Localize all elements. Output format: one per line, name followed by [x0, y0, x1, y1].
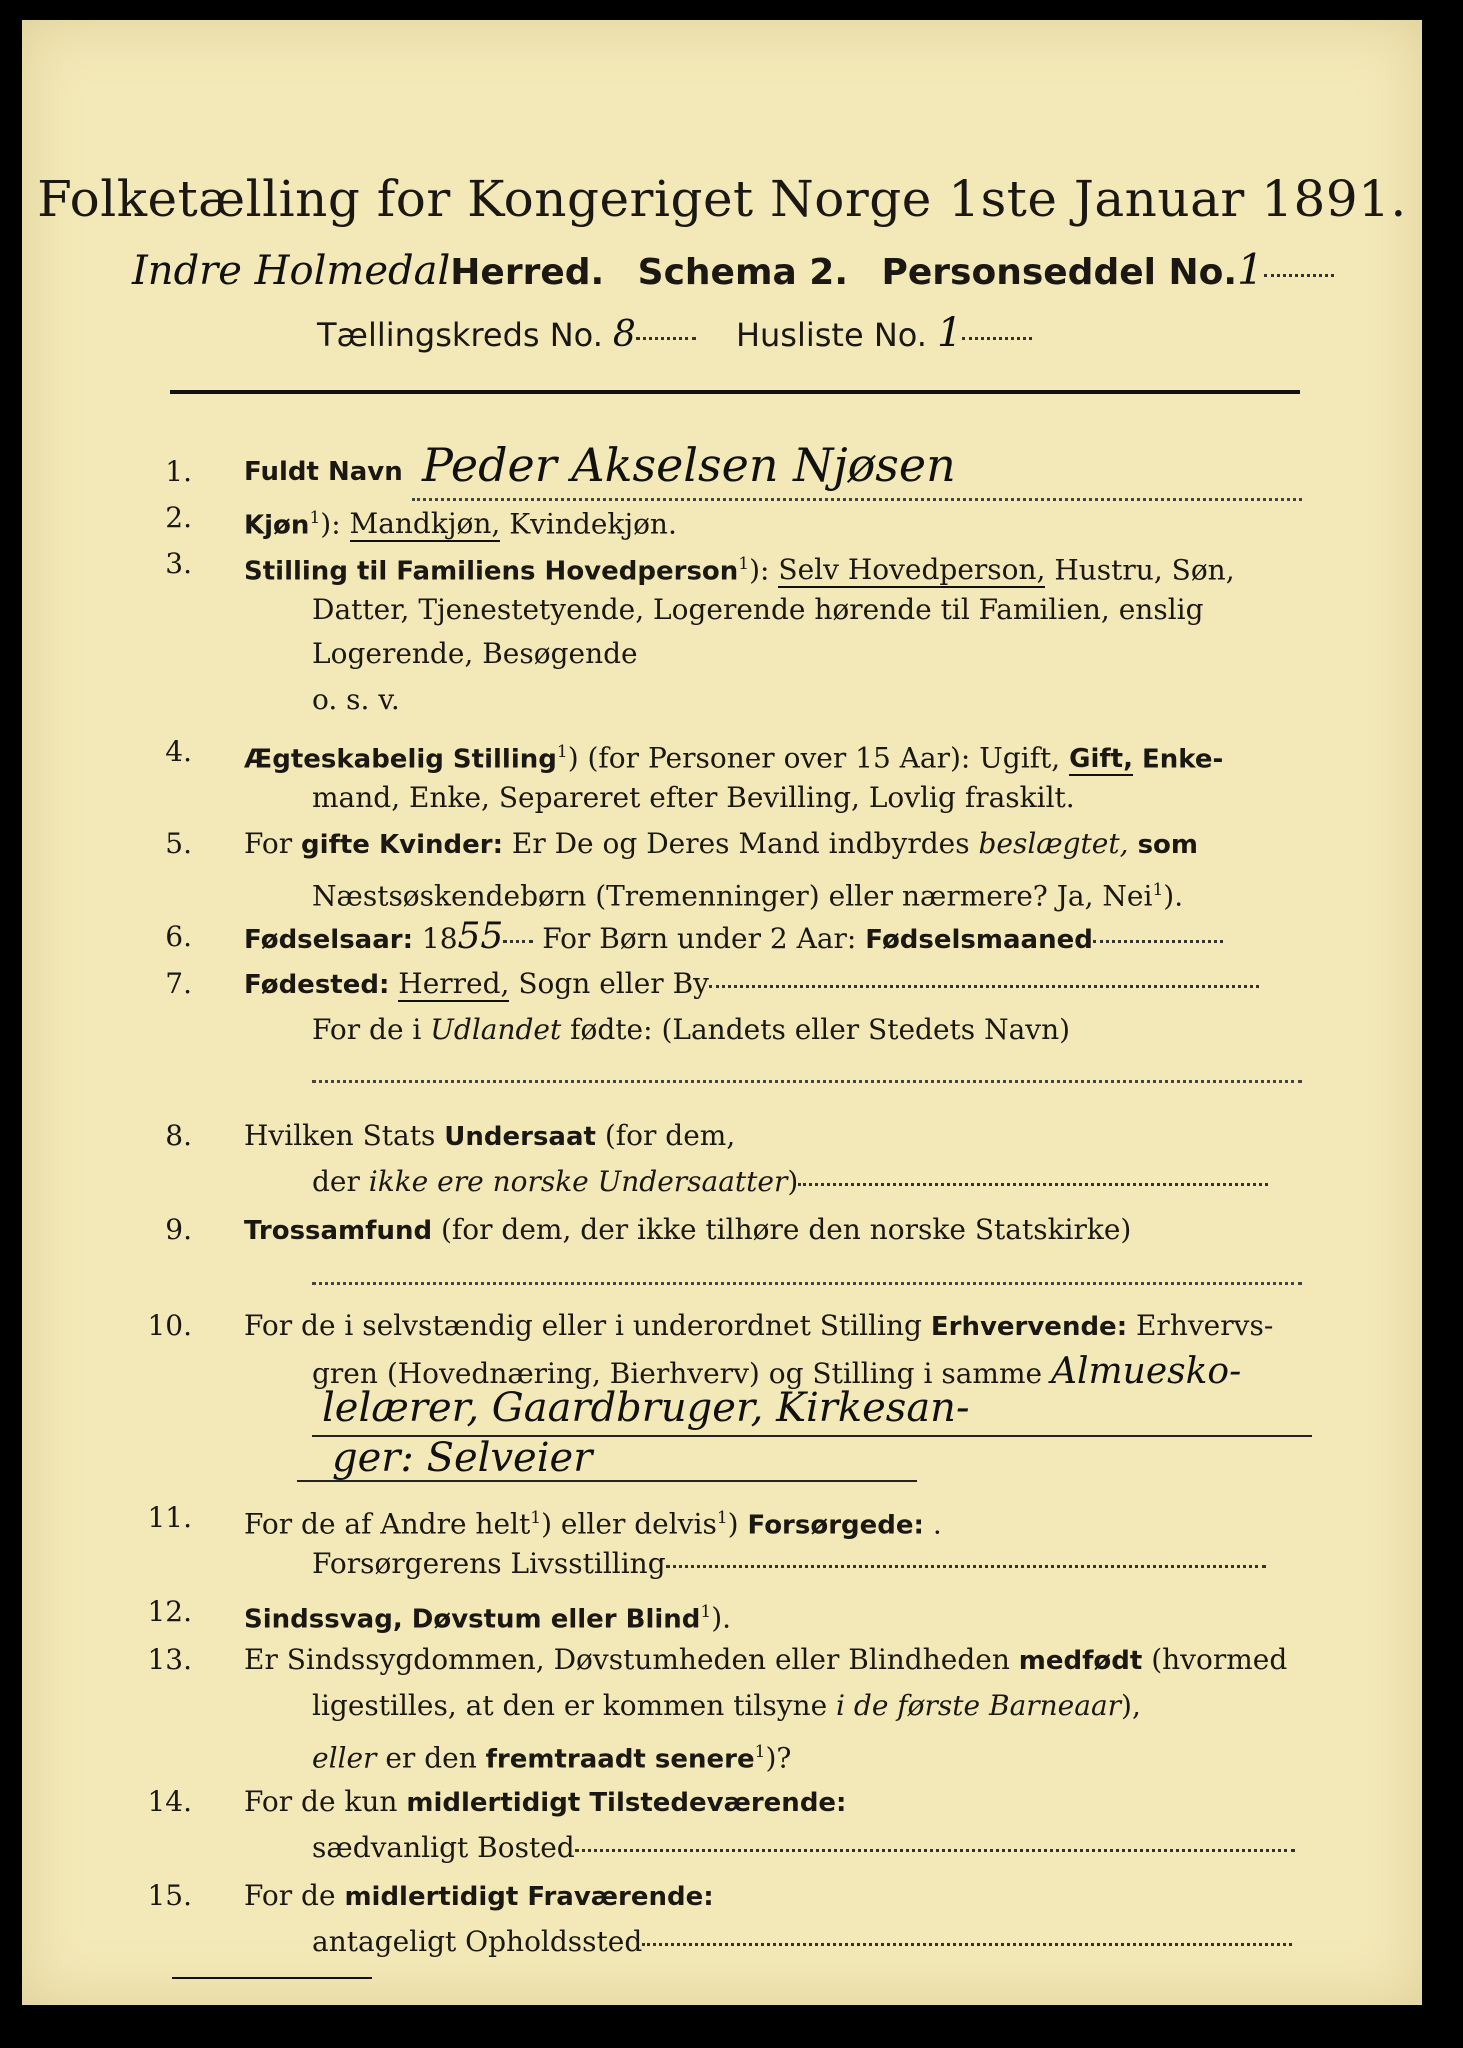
q9-line: [244, 1208, 1131, 1253]
q3-option-selv: Selv Hovedperson,: [778, 553, 1046, 587]
q3-number: 3.: [165, 547, 192, 580]
q12-sup: 1: [700, 1602, 712, 1622]
q7-label: Fødested:: [244, 970, 390, 1000]
q7-line2-c: fødte: (Landets eller Stedets Navn): [561, 1013, 1071, 1046]
q11-sup-a: 1: [530, 1508, 542, 1528]
q4-sup: 1: [556, 742, 568, 762]
q15-number: 15.: [147, 1879, 192, 1912]
kreds-dots: [636, 336, 696, 340]
q5-text-e: som: [1128, 830, 1199, 860]
q10-number: 10.: [147, 1309, 192, 1342]
q13-line3: [312, 1730, 791, 1781]
q8-text-b: Undersaat: [444, 1122, 596, 1152]
q15-line2: [312, 1920, 1292, 1964]
q6-number: 6.: [165, 920, 192, 953]
q2-option-mandkjon: Mandkjøn,: [349, 507, 501, 541]
q9-number: 9.: [165, 1213, 192, 1246]
q3-sep: ):: [749, 553, 779, 587]
q12-number: 12.: [147, 1595, 192, 1628]
kreds-line: [317, 310, 1032, 356]
q5-text-d: beslægtet,: [978, 827, 1129, 860]
q11-text-d: Forsørgede:: [747, 1510, 924, 1541]
q3-line1-rest: Hustru, Søn,: [1045, 553, 1235, 587]
q3-line1: [244, 542, 1235, 593]
q10-text-c: Erhvervs-: [1127, 1309, 1274, 1342]
q5-number: 5.: [165, 827, 192, 860]
q14-dots: [575, 1848, 1295, 1852]
q13-line3-a: eller: [312, 1741, 377, 1775]
kreds-value: 8: [612, 314, 636, 355]
q11-text-b: ) eller delvis: [541, 1507, 717, 1541]
q11-text-c: ): [727, 1507, 748, 1541]
form-title: Folketælling for Kongeriget Norge 1ste Januar 1891.: [37, 170, 1407, 228]
q7-dots: [709, 984, 1259, 988]
q11-number: 11.: [147, 1501, 192, 1534]
husliste-dots: [962, 336, 1032, 340]
q1-answer: Peder Akselsen Njøsen: [422, 438, 956, 492]
q6-prefix: 18: [413, 922, 458, 955]
q2-sep: ):: [320, 507, 350, 541]
q11-text-e: .: [923, 1507, 942, 1541]
q13-line3-b: er den: [376, 1741, 486, 1775]
q7-rest: Sogn eller By: [509, 967, 709, 1000]
q14-line1: [244, 1780, 846, 1825]
q13-line3-d: )?: [765, 1741, 792, 1775]
q12-line: [244, 1590, 731, 1641]
q10-answer-3: ger: Selveier: [332, 1435, 593, 1481]
schema-label: Schema 2.: [637, 252, 849, 293]
q5-text-b: gifte Kvinder:: [301, 830, 503, 860]
q5-line1: [244, 822, 1198, 867]
q4-option-gift: Gift,: [1069, 744, 1133, 775]
q8-dots: [798, 1182, 1268, 1186]
q14-number: 14.: [147, 1785, 192, 1818]
census-form-page: [22, 20, 1422, 2005]
q14-text-b: midlertidigt Tilstedeværende:: [406, 1788, 847, 1818]
q10-text-a: For de i selvstændig eller i underordnet Stilling: [244, 1309, 931, 1342]
q6-dots-b: [1093, 939, 1223, 943]
q5-line2-text: Næstsøskendebørn (Tremenninger) eller nærmere? Ja, Nei: [312, 879, 1153, 913]
q6-answer: 55: [457, 916, 504, 957]
q8-text-a: Hvilken Stats: [244, 1119, 445, 1152]
q11-line2-text: Forsørgerens Livsstilling: [312, 1547, 666, 1580]
q8-line1: [244, 1114, 735, 1159]
herred-label: Herred.: [450, 252, 605, 293]
q15-text-b: midlertidigt Fraværende:: [344, 1882, 714, 1912]
q8-line2-b: ikke ere norske Undersaatter: [368, 1165, 788, 1198]
q10-answer-2: lelærer, Gaardbruger, Kirkesan-: [322, 1385, 970, 1431]
header-rule: [170, 390, 1300, 394]
q13-number: 13.: [147, 1643, 192, 1676]
q7-number: 7.: [165, 967, 192, 1000]
husliste-value: 1: [936, 310, 963, 356]
q2-sup: 1: [309, 508, 321, 528]
q3-line4: o. s. v.: [312, 683, 400, 716]
q11-dots: [666, 1564, 1266, 1568]
q13-text-a: Er Sindssygdommen, Døvstumheden eller Blindheden: [244, 1643, 1019, 1676]
q3-line2: Datter, Tjenestetyende, Logerende hørende til Familien, enslig: [312, 593, 1204, 626]
q7-line2-b: Udlandet: [430, 1013, 562, 1046]
q12-end: ).: [711, 1601, 732, 1635]
q6-label: Fødselsaar:: [244, 925, 413, 955]
q10-dotline-3: [297, 1480, 917, 1482]
q13-text-c: (hvormed: [1142, 1643, 1288, 1676]
q15-text-a: For de: [244, 1879, 345, 1912]
q3-line3: Logerende, Besøgende: [312, 637, 638, 670]
q11-sup-b: 1: [716, 1508, 728, 1528]
q13-line2-c: ),: [1121, 1689, 1141, 1722]
q2-label: Kjøn: [244, 510, 310, 541]
q7-line2: [312, 1008, 1070, 1052]
q2-text: [244, 496, 677, 547]
q14-line2: [312, 1826, 1295, 1870]
q10-line1: [244, 1304, 1273, 1349]
q9-rest: (for dem, der ikke tilhøre den norske Statskirke): [432, 1213, 1132, 1246]
q11-text-a: For de af Andre helt: [244, 1507, 531, 1541]
q8-line2-a: der: [312, 1165, 369, 1198]
q8-line2-c: ): [787, 1165, 799, 1198]
q13-line2-b: i de første Barneaar: [836, 1689, 1122, 1722]
q3-label: Stilling til Familiens Hovedperson: [244, 556, 739, 587]
personseddel-dots: [1264, 273, 1334, 277]
q8-text-c: (for dem,: [595, 1119, 736, 1152]
q12-label: Sindssvag, Døvstum eller Blind: [244, 1604, 701, 1635]
q14-line2-text: sædvanligt Bosted: [312, 1831, 575, 1864]
q7-blank-dotline: [312, 1080, 1302, 1083]
q5-line2: [312, 868, 1183, 918]
q10-answer-1: Almuesko-: [1051, 1351, 1242, 1392]
q15-dots: [642, 1942, 1292, 1946]
q7-option-herred: Herred,: [398, 967, 510, 1000]
q4-label: Ægteskabelig Stilling: [244, 744, 557, 775]
q7-line2-a: For de i: [312, 1013, 431, 1046]
q6-dots-a: [503, 939, 533, 943]
q5-sup: 1: [1152, 880, 1164, 900]
q6-line: [244, 915, 1223, 962]
q13-line2: [312, 1684, 1141, 1728]
herred-handwritten: Indre Holmedal: [132, 248, 451, 294]
kreds-label: Tællingskreds No.: [317, 316, 603, 354]
q1-label: Fuldt Navn: [244, 457, 403, 487]
q9-blank-dotline: [312, 1282, 1302, 1285]
q13-line3-c: fremtraadt senere: [485, 1744, 755, 1775]
q2-number: 2.: [165, 501, 192, 534]
personseddel-label: Personseddel No.: [881, 252, 1238, 293]
q15-line1: [244, 1874, 714, 1919]
q10-text-b: Erhvervende:: [930, 1312, 1128, 1342]
q14-text-a: For de kun: [244, 1785, 407, 1818]
q15-line2-text: antageligt Opholdssted: [312, 1925, 643, 1958]
q4-line1: [244, 730, 1223, 781]
footnote-rule: [172, 1977, 372, 1979]
q11-line2: [312, 1542, 1266, 1586]
personseddel-value: 1: [1237, 245, 1264, 294]
q5-line2-end: ).: [1163, 879, 1184, 913]
q4-line1-mid: ) (for Personer over 15 Aar): Ugift,: [567, 741, 1070, 775]
q10-line2-text: gren (Hovednæring, Bierhverv) og Stilling i samme: [312, 1357, 1043, 1390]
q4-number: 4.: [165, 735, 192, 768]
q6-mid: For Børn under 2 Aar:: [533, 922, 866, 955]
q3-sup: 1: [738, 554, 750, 574]
q4-line1-end: Enke-: [1132, 744, 1224, 775]
q5-text-a: For: [244, 827, 302, 860]
q2-option-kvindekjon: Kvindekjøn.: [500, 507, 677, 541]
q8-number: 8.: [165, 1119, 192, 1152]
herred-line: [132, 245, 1334, 294]
q13-text-b: medfødt: [1018, 1646, 1143, 1676]
q4-line2: mand, Enke, Separeret efter Bevilling, Lovlig fraskilt.: [312, 781, 1075, 814]
q9-label: Trossamfund: [244, 1216, 433, 1246]
q11-line1: [244, 1496, 942, 1547]
q7-line1: [244, 962, 1259, 1007]
q1-number: 1.: [165, 455, 192, 488]
q5-text-c: Er De og Deres Mand indbyrdes: [502, 827, 979, 860]
q8-line2: [312, 1160, 1268, 1204]
q6-label2: Fødselsmaaned: [865, 925, 1093, 955]
q13-line2-a: ligestilles, at den er kommen tilsyne: [312, 1689, 837, 1722]
q13-line1: [244, 1638, 1287, 1683]
q13-sup: 1: [754, 1742, 766, 1762]
husliste-label: Husliste No.: [735, 316, 927, 354]
